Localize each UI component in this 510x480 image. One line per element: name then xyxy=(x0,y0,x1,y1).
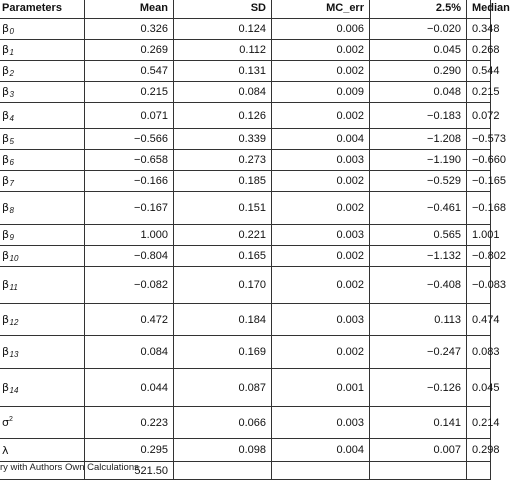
parameter-subscript: 5 xyxy=(9,137,14,146)
blank-cell xyxy=(174,462,272,480)
sd-cell: 0.066 xyxy=(174,407,272,439)
sd-cell: 0.131 xyxy=(174,61,272,82)
blank-cell xyxy=(467,462,491,480)
sd-cell: 0.124 xyxy=(174,19,272,40)
header-mean: Mean xyxy=(85,0,174,19)
median-cell: 0.072 xyxy=(467,103,491,129)
mean-cell: −0.804 xyxy=(85,246,174,267)
mc-err-cell: 0.002 xyxy=(272,267,370,304)
median-cell: −0.802 xyxy=(467,246,491,267)
2-5-percent-cell: 0.290 xyxy=(370,61,467,82)
mc-err-cell: 0.003 xyxy=(272,407,370,439)
table-row xyxy=(0,192,491,225)
total-value-cell: 521.50 xyxy=(85,462,174,480)
median-cell: 0.474 xyxy=(467,304,491,336)
median-cell: −0.573 xyxy=(467,129,491,150)
parameter-subscript: 0 xyxy=(9,27,14,36)
parameter-cell xyxy=(0,129,85,150)
mean-cell: 0.472 xyxy=(85,304,174,336)
parameter-symbol: β xyxy=(2,345,10,358)
parameter-cell xyxy=(0,171,85,192)
parameter-subscript: 4 xyxy=(9,113,14,123)
parameter-cell xyxy=(0,150,85,171)
median-cell: 1.001 xyxy=(467,225,491,246)
parameter-symbol: β xyxy=(2,85,10,98)
parameter-subscript: 10 xyxy=(9,254,19,263)
parameter-subscript: 6 xyxy=(9,158,14,167)
parameter-symbol: σ xyxy=(2,416,9,429)
mc-err-cell: 0.004 xyxy=(272,129,370,150)
mean-cell: 0.223 xyxy=(85,407,174,439)
2-5-percent-cell: 0.007 xyxy=(370,439,467,462)
sd-cell: 0.221 xyxy=(174,225,272,246)
table-row xyxy=(0,103,491,129)
median-cell: −0.660 xyxy=(467,150,491,171)
header-mc-err: MC_err xyxy=(272,0,370,19)
parameter-symbol: β xyxy=(2,228,10,241)
mc-err-cell: 0.002 xyxy=(272,171,370,192)
table-row xyxy=(0,407,491,439)
parameter-symbol: β xyxy=(2,22,10,35)
mc-err-cell: 0.002 xyxy=(272,246,370,267)
sd-cell: 0.084 xyxy=(174,82,272,103)
mean-cell: 0.547 xyxy=(85,61,174,82)
parameter-symbol: β xyxy=(2,201,10,214)
sd-cell: 0.098 xyxy=(174,439,272,462)
parameter-cell xyxy=(0,61,85,82)
sd-cell: 0.165 xyxy=(174,246,272,267)
parameter-symbol: β xyxy=(2,278,10,291)
header-parameters: Parameters xyxy=(0,0,85,19)
table-row xyxy=(0,40,491,61)
parameter-subscript: 3 xyxy=(9,90,14,99)
mc-err-cell: 0.003 xyxy=(272,304,370,336)
2-5-percent-cell: −1.132 xyxy=(370,246,467,267)
parameter-cell xyxy=(0,19,85,40)
2-5-percent-cell: −0.183 xyxy=(370,103,467,129)
mc-err-cell: 0.003 xyxy=(272,225,370,246)
median-cell: −0.168 xyxy=(467,192,491,225)
2-5-percent-cell: 0.141 xyxy=(370,407,467,439)
2-5-percent-cell: −0.126 xyxy=(370,369,467,407)
header-median: Median xyxy=(467,0,491,19)
mc-err-cell: 0.002 xyxy=(272,40,370,61)
mc-err-cell: 0.004 xyxy=(272,439,370,462)
table-row xyxy=(0,304,491,336)
parameter-symbol: β xyxy=(2,312,10,326)
2-5-percent-cell: 0.565 xyxy=(370,225,467,246)
mean-cell: −0.167 xyxy=(85,192,174,225)
parameter-subscript: 9 xyxy=(9,233,14,242)
median-cell: 0.544 xyxy=(467,61,491,82)
2-5-percent-cell: 0.113 xyxy=(370,304,467,336)
sd-cell: 0.169 xyxy=(174,336,272,369)
parameter-cell xyxy=(0,439,85,462)
parameter-cell xyxy=(0,336,85,369)
parameter-symbol: λ xyxy=(2,443,9,457)
2-5-percent-cell: −0.408 xyxy=(370,267,467,304)
table-row xyxy=(0,246,491,267)
parameter-cell xyxy=(0,267,85,304)
header-2-5-percent: 2.5% xyxy=(370,0,467,19)
mc-err-cell: 0.009 xyxy=(272,82,370,103)
blank-cell xyxy=(272,462,370,480)
parameter-subscript: 8 xyxy=(9,206,14,215)
sd-cell: 0.273 xyxy=(174,150,272,171)
mean-cell: −0.166 xyxy=(85,171,174,192)
parameter-symbol: β xyxy=(2,153,10,166)
sd-cell: 0.184 xyxy=(174,304,272,336)
mc-err-cell: 0.002 xyxy=(272,336,370,369)
parameter-cell xyxy=(0,82,85,103)
blank-cell xyxy=(370,462,467,480)
table-row xyxy=(0,369,491,407)
parameter-symbol: β xyxy=(2,380,10,394)
parameter-cell xyxy=(0,40,85,61)
mc-err-cell: 0.002 xyxy=(272,103,370,129)
sd-cell: 0.170 xyxy=(174,267,272,304)
sd-cell: 0.112 xyxy=(174,40,272,61)
parameter-subscript: 1 xyxy=(9,48,14,57)
mean-cell: 0.269 xyxy=(85,40,174,61)
parameter-cell xyxy=(0,304,85,336)
parameter-symbol: β xyxy=(2,174,10,187)
2-5-percent-cell: 0.048 xyxy=(370,82,467,103)
2-5-percent-cell: −0.529 xyxy=(370,171,467,192)
parameter-subscript: 12 xyxy=(9,317,19,327)
table-row xyxy=(0,336,491,369)
table-row xyxy=(0,19,491,40)
median-cell: 0.298 xyxy=(467,439,491,462)
mc-err-cell: 0.002 xyxy=(272,61,370,82)
header-row xyxy=(0,0,491,19)
parameter-cell xyxy=(0,103,85,129)
mc-err-cell: 0.003 xyxy=(272,150,370,171)
parameter-cell xyxy=(0,192,85,225)
parameter-cell xyxy=(0,225,85,246)
table-row xyxy=(0,439,491,462)
median-cell: −0.165 xyxy=(467,171,491,192)
mean-cell: 0.071 xyxy=(85,103,174,129)
mean-cell: 0.326 xyxy=(85,19,174,40)
mc-err-cell: 0.006 xyxy=(272,19,370,40)
parameter-subscript: 7 xyxy=(9,179,14,188)
parameter-cell xyxy=(0,407,85,439)
parameter-subscript: 13 xyxy=(9,350,19,359)
median-cell: −0.083 xyxy=(467,267,491,304)
mean-cell: −0.658 xyxy=(85,150,174,171)
mean-cell: −0.082 xyxy=(85,267,174,304)
median-cell: 0.268 xyxy=(467,40,491,61)
sd-cell: 0.185 xyxy=(174,171,272,192)
parameter-symbol: β xyxy=(2,64,10,77)
2-5-percent-cell: −0.461 xyxy=(370,192,467,225)
parameter-symbol: β xyxy=(2,249,10,262)
parameter-subscript: 11 xyxy=(9,283,18,292)
parameter-superscript: 2 xyxy=(8,416,13,423)
sd-cell: 0.087 xyxy=(174,369,272,407)
table-body xyxy=(0,19,506,480)
2-5-percent-cell: −1.190 xyxy=(370,150,467,171)
median-cell: 0.348 xyxy=(467,19,491,40)
mean-cell: 0.084 xyxy=(85,336,174,369)
parameter-subscript: 14 xyxy=(9,385,19,395)
2-5-percent-cell: −0.247 xyxy=(370,336,467,369)
parameter-symbol: β xyxy=(2,132,10,145)
median-cell: 0.214 xyxy=(467,407,491,439)
table-row xyxy=(0,61,491,82)
parameter-subscript: 2 xyxy=(9,69,14,78)
2-5-percent-cell: 0.045 xyxy=(370,40,467,61)
parameter-cell xyxy=(0,369,85,407)
sd-cell: 0.339 xyxy=(174,129,272,150)
median-cell: 0.045 xyxy=(467,369,491,407)
parameter-symbol: β xyxy=(2,43,10,56)
mean-cell: 1.000 xyxy=(85,225,174,246)
table-row xyxy=(0,150,491,171)
mean-cell: 0.044 xyxy=(85,369,174,407)
table-row xyxy=(0,82,491,103)
table-row xyxy=(0,267,491,304)
table-row xyxy=(0,171,491,192)
2-5-percent-cell: −1.208 xyxy=(370,129,467,150)
sd-cell: 0.126 xyxy=(174,103,272,129)
header-sd: SD xyxy=(174,0,272,19)
mc-err-cell: 0.002 xyxy=(272,192,370,225)
mean-cell: −0.566 xyxy=(85,129,174,150)
sd-cell: 0.151 xyxy=(174,192,272,225)
mean-cell: 0.295 xyxy=(85,439,174,462)
median-cell: 0.215 xyxy=(467,82,491,103)
parameter-symbol: β xyxy=(2,108,10,122)
2-5-percent-cell: −0.020 xyxy=(370,19,467,40)
mean-cell: 0.215 xyxy=(85,82,174,103)
source-note: ry with Authors Own Calculations xyxy=(0,462,139,473)
table-row xyxy=(0,129,491,150)
mc-err-cell: 0.001 xyxy=(272,369,370,407)
parameter-cell xyxy=(0,246,85,267)
table-row xyxy=(0,225,491,246)
median-cell: 0.083 xyxy=(467,336,491,369)
